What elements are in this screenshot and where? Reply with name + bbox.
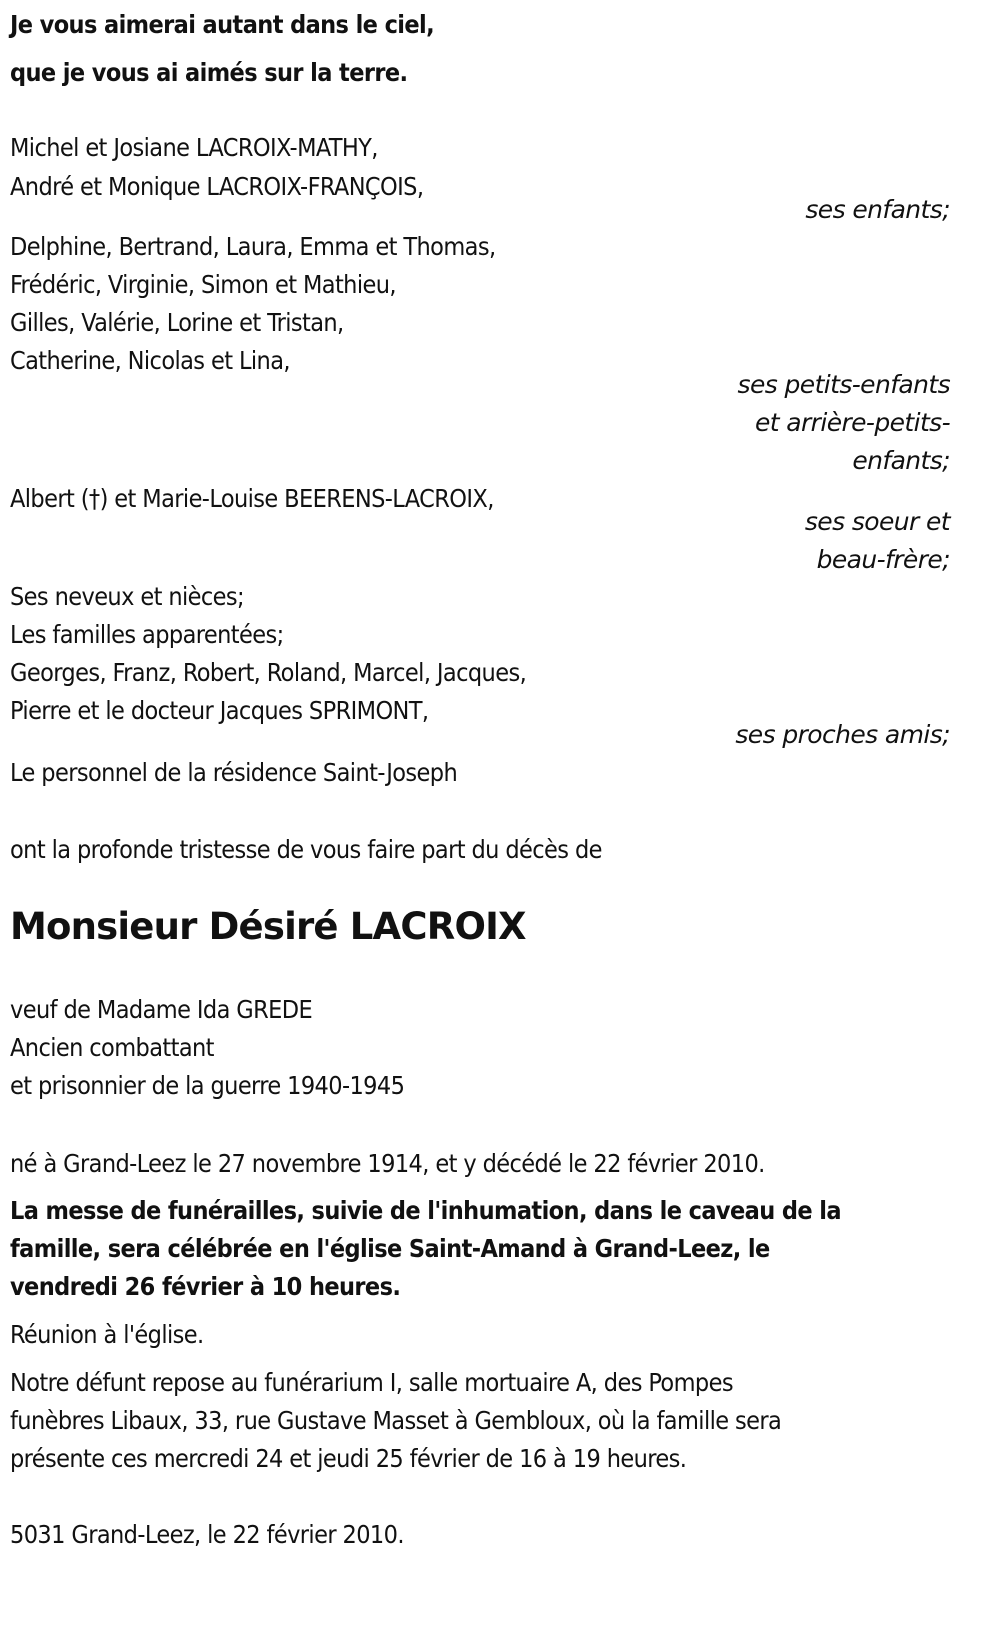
grandchildren-line-3: Gilles, Valérie, Lorine et Tristan, xyxy=(10,308,344,337)
visitation-line-3: présente ces mercredi 24 et jeudi 25 février de 16 à 19 heures. xyxy=(10,1444,687,1473)
grandchildren-line-2: Frédéric, Virginie, Simon et Mathieu, xyxy=(10,270,396,299)
siblings-relation-1: ses soeur et xyxy=(804,507,950,536)
grandchildren-relation-3: enfants; xyxy=(852,446,950,475)
children-line-1: Michel et Josiane LACROIX-MATHY, xyxy=(10,133,378,162)
staff-line: Le personnel de la résidence Saint-Joseph xyxy=(10,758,458,787)
grandchildren-line-1: Delphine, Bertrand, Laura, Emma et Thomas, xyxy=(10,232,496,261)
siblings-relation-2: beau-frère; xyxy=(816,545,950,574)
related-families: Les familles apparentées; xyxy=(10,620,284,649)
siblings-line-1: Albert (†) et Marie-Louise BEERENS-LACROIX, xyxy=(10,484,494,513)
children-line-2: André et Monique LACROIX-FRANÇOIS, xyxy=(10,172,424,201)
grandchildren-relation-1: ses petits-enfants xyxy=(737,370,950,399)
deceased-detail-3: et prisonnier de la guerre 1940-1945 xyxy=(10,1071,405,1100)
friends-relation: ses proches amis; xyxy=(735,720,950,749)
funeral-mass-line-1: La messe de funérailles, suivie de l'inhumation, dans le caveau de la xyxy=(10,1196,841,1225)
place-date: 5031 Grand-Leez, le 22 février 2010. xyxy=(10,1520,404,1549)
funeral-mass-line-2: famille, sera célébrée en l'église Saint-Amand à Grand-Leez, le xyxy=(10,1234,770,1263)
children-relation: ses enfants; xyxy=(805,195,950,224)
friends-line-1: Georges, Franz, Robert, Roland, Marcel, Jacques, xyxy=(10,658,527,687)
grandchildren-relation-2: et arrière-petits- xyxy=(754,408,950,437)
funeral-mass-line-3: vendredi 26 février à 10 heures. xyxy=(10,1272,401,1301)
deceased-name: Monsieur Désiré LACROIX xyxy=(10,905,526,948)
friends-line-2: Pierre et le docteur Jacques SPRIMONT, xyxy=(10,696,429,725)
epigraph-line-2: que je vous ai aimés sur la terre. xyxy=(10,58,408,87)
nephews-nieces: Ses neveux et nièces; xyxy=(10,582,244,611)
deceased-detail-1: veuf de Madame Ida GREDE xyxy=(10,995,313,1024)
meeting-info: Réunion à l'église. xyxy=(10,1320,204,1349)
visitation-line-1: Notre défunt repose au funérarium I, salle mortuaire A, des Pompes xyxy=(10,1368,733,1397)
announcement: ont la profonde tristesse de vous faire part du décès de xyxy=(10,835,602,864)
grandchildren-line-4: Catherine, Nicolas et Lina, xyxy=(10,346,290,375)
visitation-line-2: funèbres Libaux, 33, rue Gustave Masset à Gembloux, où la famille sera xyxy=(10,1406,782,1435)
birth-death: né à Grand-Leez le 27 novembre 1914, et y décédé le 22 février 2010. xyxy=(10,1149,765,1178)
epigraph-line-1: Je vous aimerai autant dans le ciel, xyxy=(10,10,435,39)
deceased-detail-2: Ancien combattant xyxy=(10,1033,214,1062)
